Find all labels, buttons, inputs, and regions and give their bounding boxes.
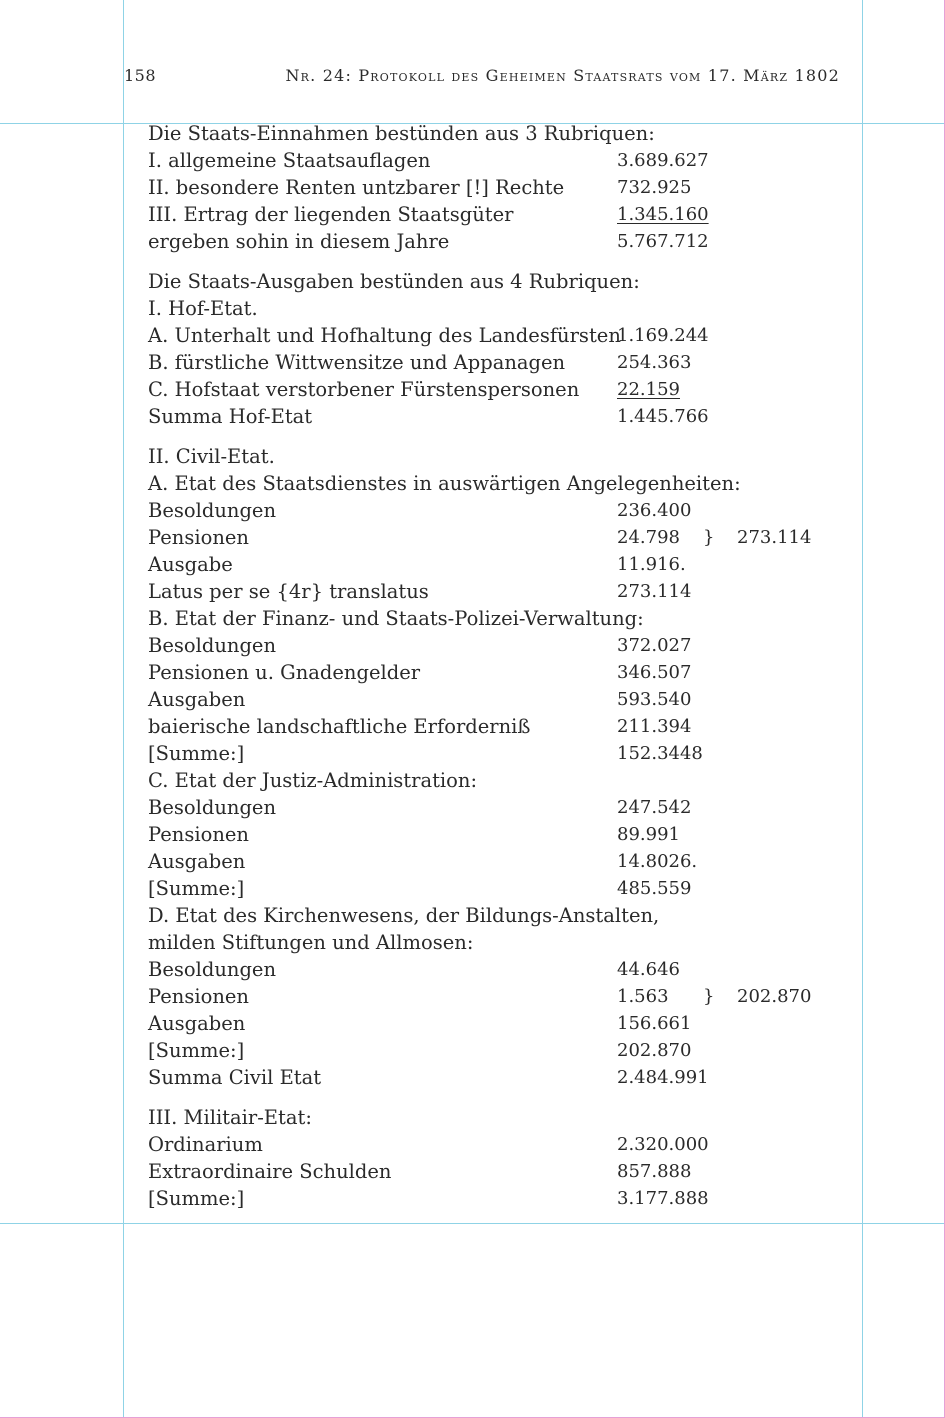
ledger-label: Besoldungen <box>148 499 277 522</box>
ledger-amount: 22.159 <box>617 379 680 400</box>
ledger-amount: 3.177.888 <box>617 1188 709 1209</box>
ledger-row <box>148 902 828 929</box>
ledger-amount: 273.114 <box>617 581 692 602</box>
ledger-label: II. Civil-Etat. <box>148 445 275 468</box>
ledger-label: [Summe:] <box>148 1187 245 1210</box>
ledger-row <box>148 767 828 794</box>
ledger-row <box>148 605 828 632</box>
ledger-row <box>148 524 828 551</box>
section-gap <box>148 1091 828 1104</box>
ledger-amount: 236.400 <box>617 500 692 521</box>
ledger-amount: 372.027 <box>617 635 692 656</box>
ledger-row <box>148 929 828 956</box>
ledger-amount: 44.646 <box>617 959 680 980</box>
ledger-amount: 593.540 <box>617 689 692 710</box>
ledger-amount: 89.991 <box>617 824 680 845</box>
ledger-amount: 732.925 <box>617 177 692 198</box>
ledger-row <box>148 497 828 524</box>
group-total: 273.114 <box>737 527 812 548</box>
ledger-label: II. besondere Renten untzbarer [!] Rechte <box>148 176 565 199</box>
ledger-label: Ausgabe <box>148 553 233 576</box>
ledger-amount: 857.888 <box>617 1161 692 1182</box>
ledger-label: B. Etat der Finanz- und Staats-Polizei-Verwaltung: <box>148 607 644 630</box>
ledger-row <box>148 201 828 228</box>
ledger-label: Extraordinaire Schulden <box>148 1160 392 1183</box>
ledger-row <box>148 268 828 295</box>
ledger-label: B. fürstliche Wittwensitze und Appanagen <box>148 351 566 374</box>
ledger-label: Ausgaben <box>148 1012 246 1035</box>
brace-mark: } <box>703 986 715 1007</box>
ledger-label: Latus per se {4r} translatus <box>148 580 429 603</box>
ledger-row <box>148 120 828 147</box>
ledger-row <box>148 349 828 376</box>
ledger-row <box>148 174 828 201</box>
ledger-amount: 485.559 <box>617 878 692 899</box>
section-gap <box>148 430 828 443</box>
ledger-label: Summa Hof-Etat <box>148 405 313 428</box>
ledger-amount: 1.445.766 <box>617 406 709 427</box>
page-number: 158 <box>124 66 157 85</box>
ledger-label: III. Militair-Etat: <box>148 1106 312 1129</box>
ledger-row <box>148 713 828 740</box>
ledger-label: Ausgaben <box>148 850 246 873</box>
ledger-label: [Summe:] <box>148 877 245 900</box>
ledger-amount: 14.8026. <box>617 851 698 872</box>
ledger-row <box>148 1064 828 1091</box>
ledger-row <box>148 403 828 430</box>
group-total: 202.870 <box>737 986 812 1007</box>
ledger-label: A. Etat des Staatsdienstes in auswärtigen Angelegenheiten: <box>148 472 741 495</box>
ledger-amount: 1.563 <box>617 986 669 1007</box>
ledger-amount: 202.870 <box>617 1040 692 1061</box>
ledger-label: Pensionen <box>148 823 249 846</box>
ledger-amount: 211.394 <box>617 716 692 737</box>
ledger-label: C. Hofstaat verstorbener Fürstenspersonen <box>148 378 580 401</box>
ledger-label: baierische landschaftliche Erforderniß <box>148 715 531 738</box>
brace-mark: } <box>703 527 715 548</box>
running-title: Nr. 24: Protokoll des Geheimen Staatsrats vom 17. März 1802 <box>285 66 840 85</box>
ledger-row <box>148 322 828 349</box>
ledger-label: Besoldungen <box>148 634 277 657</box>
ledger-row <box>148 443 828 470</box>
ledger-row <box>148 659 828 686</box>
ledger-row <box>148 1131 828 1158</box>
ledger-row <box>148 740 828 767</box>
ledger-label: Die Staats-Einnahmen bestünden aus 3 Rubriquen: <box>148 122 655 145</box>
ledger-amount: 3.689.627 <box>617 150 709 171</box>
ledger-amount: 1.169.244 <box>617 325 709 346</box>
ledger-label: C. Etat der Justiz-Administration: <box>148 769 478 792</box>
ledger-label: Die Staats-Ausgaben bestünden aus 4 Rubriquen: <box>148 270 640 293</box>
ledger-label: Ordinarium <box>148 1133 263 1156</box>
ledger-row <box>148 228 828 255</box>
ledger-row <box>148 875 828 902</box>
ledger-amount: 247.542 <box>617 797 692 818</box>
ledger-label: Besoldungen <box>148 796 277 819</box>
ledger-amount: 254.363 <box>617 352 692 373</box>
guide-line-bottom <box>0 1223 945 1224</box>
ledger-label: [Summe:] <box>148 742 245 765</box>
ledger-row <box>148 1010 828 1037</box>
ledger-amount: 24.798 <box>617 527 680 548</box>
ledger-label: Summa Civil Etat <box>148 1066 322 1089</box>
ledger-amount: 1.345.160 <box>617 204 709 225</box>
ledger-label: I. allgemeine Staatsauflagen <box>148 149 431 172</box>
ledger-label: [Summe:] <box>148 1039 245 1062</box>
ledger-label: milden Stiftungen und Allmosen: <box>148 931 474 954</box>
ledger-label: Pensionen <box>148 985 249 1008</box>
ledger-row <box>148 956 828 983</box>
ledger-label: D. Etat des Kirchenwesens, der Bildungs-Anstalten, <box>148 904 660 927</box>
ledger-label: I. Hof-Etat. <box>148 297 258 320</box>
ledger-row <box>148 1158 828 1185</box>
section-gap <box>148 255 828 268</box>
ledger-label: Besoldungen <box>148 958 277 981</box>
ledger-row <box>148 578 828 605</box>
guide-line-left <box>123 0 124 1418</box>
ledger-amount: 11.916. <box>617 554 686 575</box>
ledger-amount: 2.484.991 <box>617 1067 709 1088</box>
ledger-row <box>148 470 828 497</box>
ledger-row <box>148 551 828 578</box>
ledger-amount: 5.767.712 <box>617 231 709 252</box>
ledger-amount: 152.3448 <box>617 743 703 764</box>
ledger-row <box>148 1185 828 1212</box>
ledger-amount: 346.507 <box>617 662 692 683</box>
ledger-label: ergeben sohin in diesem Jahre <box>148 230 450 253</box>
running-header <box>124 66 840 90</box>
ledger-row <box>148 147 828 174</box>
ledger-row <box>148 1037 828 1064</box>
guide-line-right <box>862 0 863 1418</box>
ledger-row <box>148 848 828 875</box>
ledger-amount: 156.661 <box>617 1013 692 1034</box>
ledger-label: III. Ertrag der liegenden Staatsgüter <box>148 203 514 226</box>
ledger-label: Pensionen u. Gnadengelder <box>148 661 421 684</box>
ledger-label: A. Unterhalt und Hofhaltung des Landesfürsten <box>148 324 621 347</box>
ledger-amount: 2.320.000 <box>617 1134 709 1155</box>
ledger-row <box>148 376 828 403</box>
ledger-row <box>148 632 828 659</box>
ledger-row <box>148 794 828 821</box>
ledger-label: Ausgaben <box>148 688 246 711</box>
ledger-row <box>148 295 828 322</box>
budget-table <box>148 120 828 1212</box>
ledger-row <box>148 983 828 1010</box>
ledger-row <box>148 686 828 713</box>
ledger-row <box>148 821 828 848</box>
ledger-row <box>148 1104 828 1131</box>
ledger-label: Pensionen <box>148 526 249 549</box>
